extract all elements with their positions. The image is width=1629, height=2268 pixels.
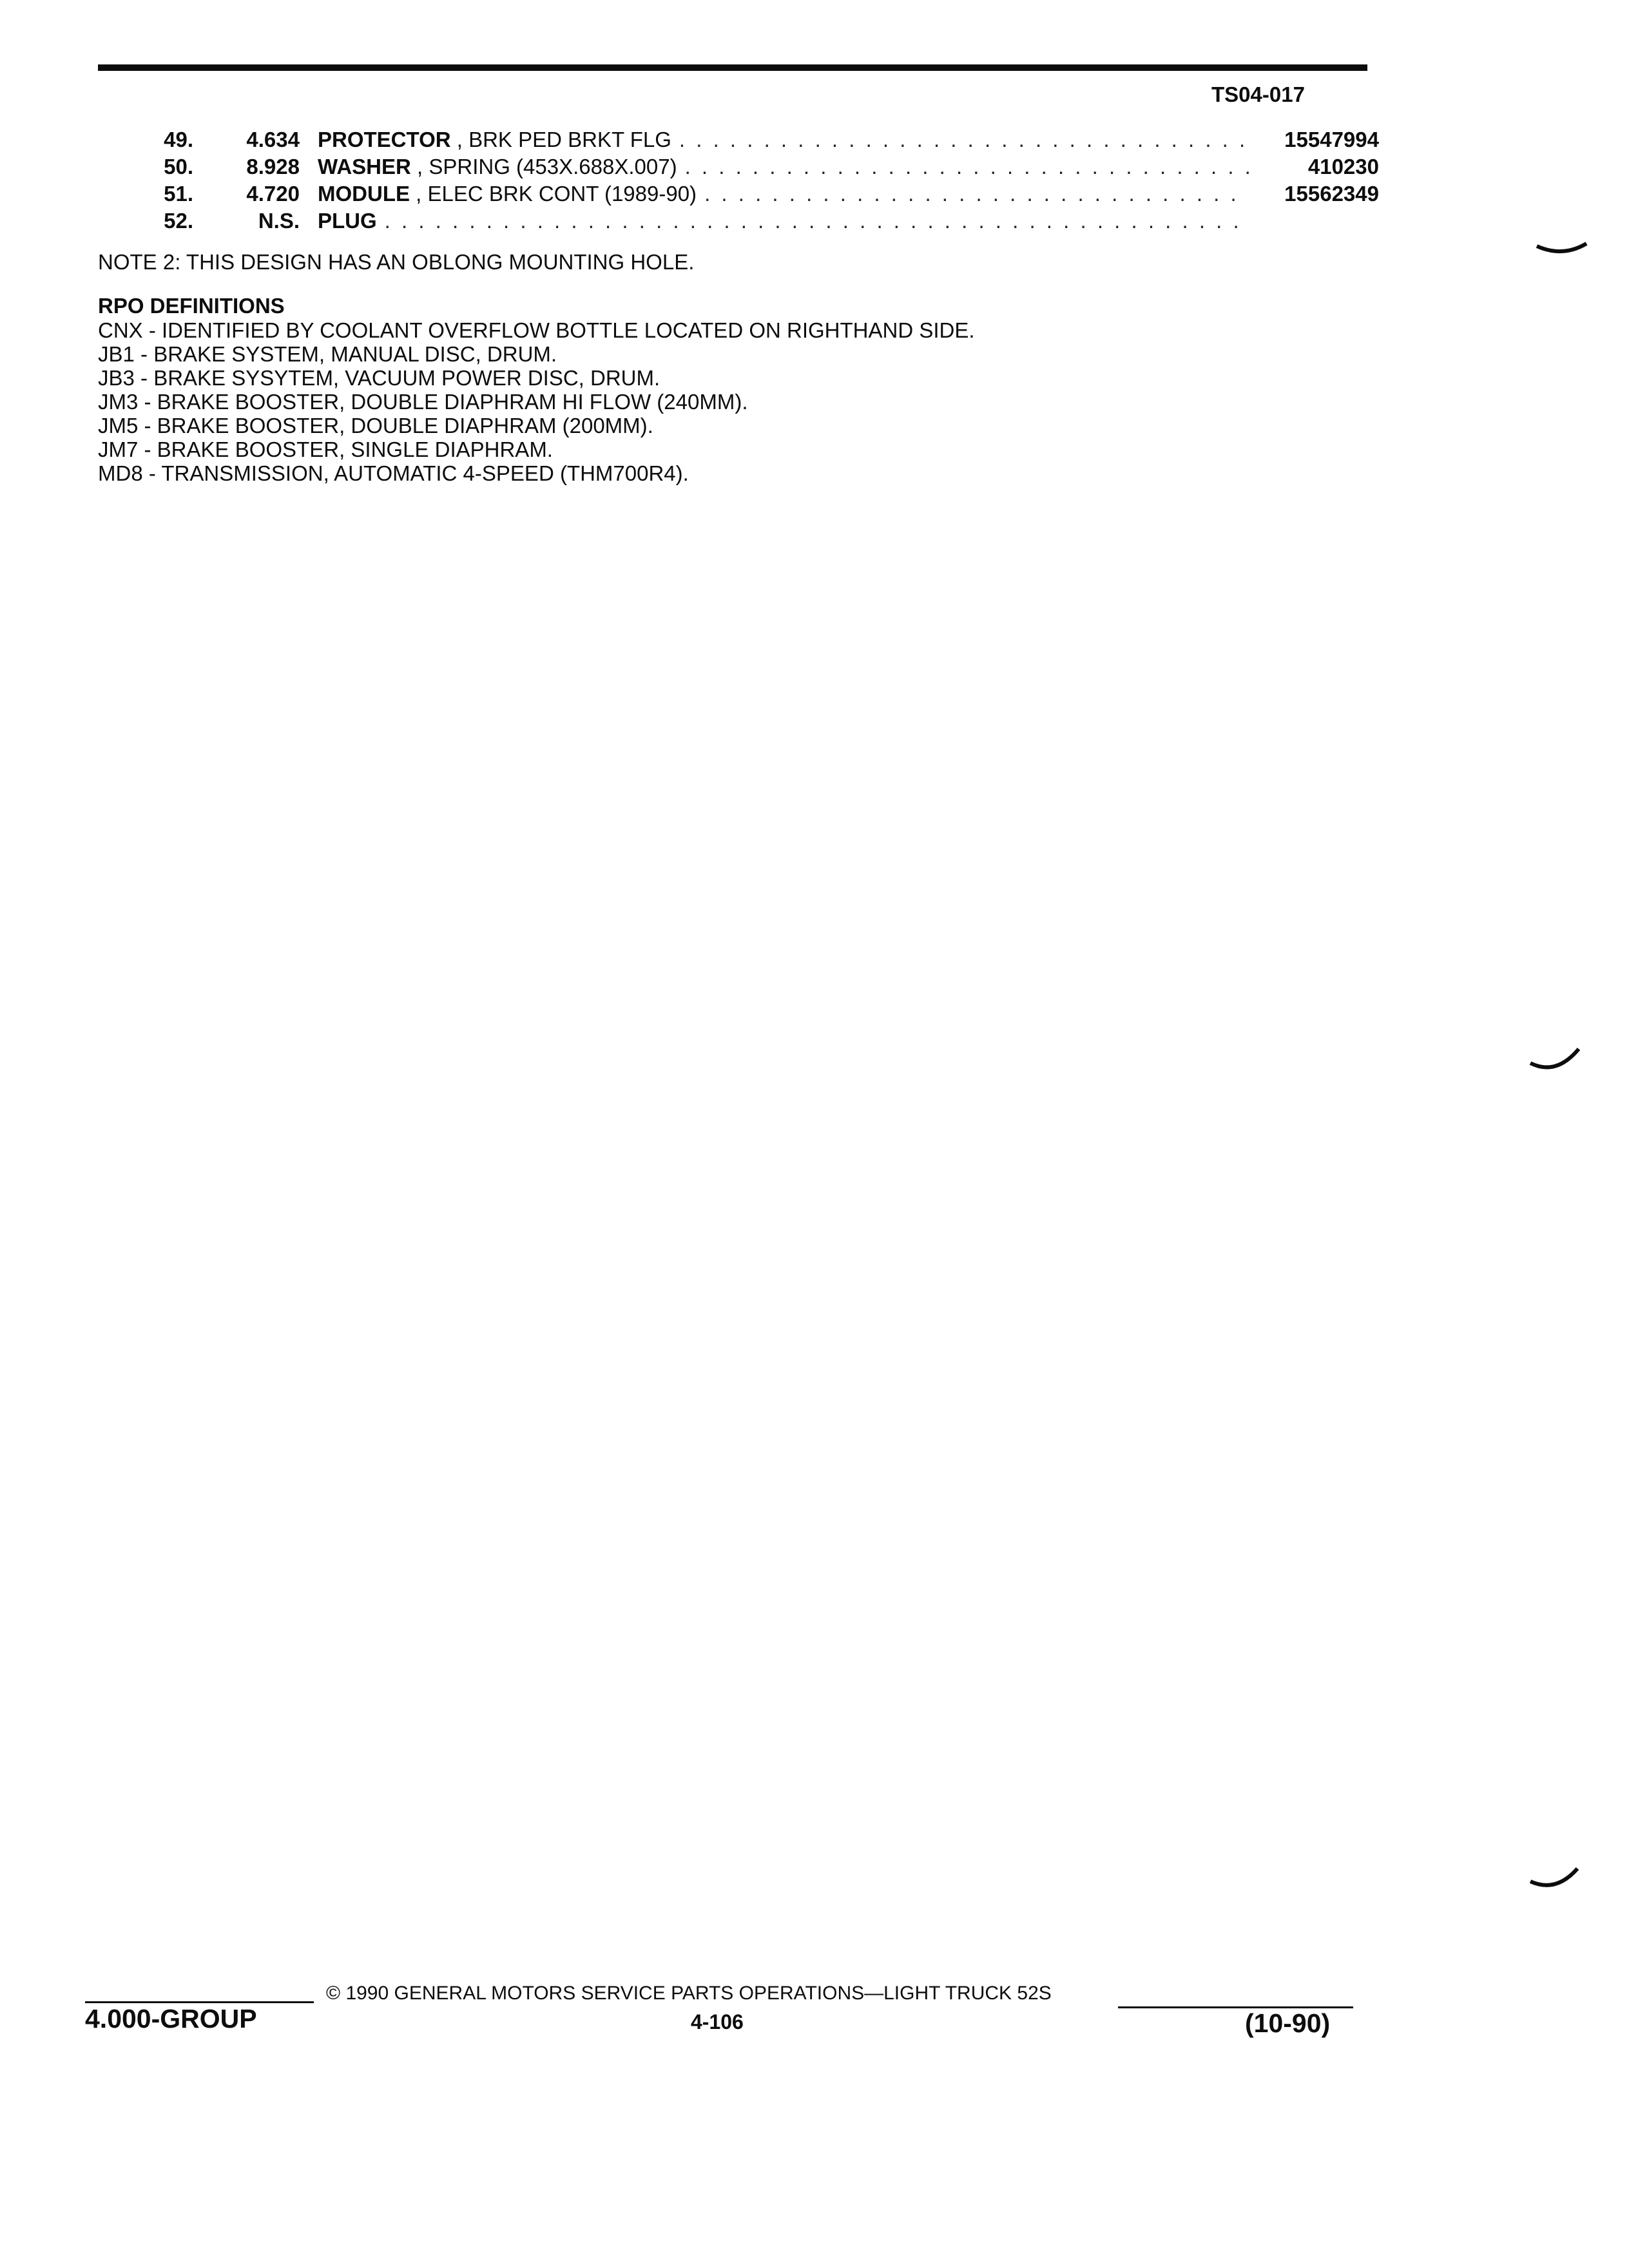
- dot-leader: [385, 209, 1249, 233]
- item-number: 49.: [164, 128, 193, 151]
- part-description: [318, 182, 697, 206]
- rpo-item: JB3 - BRAKE SYSYTEM, VACUUM POWER DISC, DRUM.: [98, 366, 660, 390]
- parts-list-row: [142, 155, 1379, 182]
- rpo-item: JM7 - BRAKE BOOSTER, SINGLE DIAPHRAM.: [98, 437, 553, 461]
- part-number: 15547994: [1284, 128, 1379, 151]
- top-rule: [98, 64, 1367, 71]
- rpo-item: JM5 - BRAKE BOOSTER, DOUBLE DIAPHRAM (200MM).: [98, 414, 653, 437]
- document-code: TS04-017: [1211, 82, 1305, 106]
- part-description: [318, 155, 677, 179]
- revision-date: (10-90): [1245, 2008, 1331, 2038]
- rpo-item: MD8 - TRANSMISSION, AUTOMATIC 4-SPEED (THM700R4).: [98, 461, 689, 485]
- part-name: MODULE: [318, 182, 410, 206]
- parts-list-row: [142, 182, 1379, 209]
- group-label: 4.000-GROUP: [85, 2004, 257, 2033]
- item-number: 50.: [164, 155, 193, 178]
- parts-list-row: [142, 128, 1379, 155]
- part-detail: , BRK PED BRKT FLG: [450, 128, 671, 151]
- rpo-definitions: [98, 294, 975, 485]
- group-number: 4.720: [246, 182, 300, 206]
- group-number: N.S.: [258, 209, 300, 233]
- item-number: 52.: [164, 209, 193, 233]
- part-number: 410230: [1307, 155, 1379, 178]
- page-number: 4-106: [691, 2010, 744, 2033]
- footer-rule-left: [85, 2001, 314, 2003]
- rpo-item: JB1 - BRAKE SYSTEM, MANUAL DISC, DRUM.: [98, 342, 557, 366]
- part-name: PLUG: [318, 209, 377, 233]
- part-number: 15562349: [1284, 182, 1379, 206]
- rpo-heading: RPO DEFINITIONS: [98, 294, 285, 318]
- group-number: 4.634: [246, 128, 300, 151]
- part-name: WASHER: [318, 155, 411, 178]
- punch-hole-mark: [1534, 232, 1592, 264]
- item-number: 51.: [164, 182, 193, 206]
- parts-list: [142, 128, 1379, 236]
- dot-leader: [685, 155, 1249, 179]
- rpo-item: JM3 - BRAKE BOOSTER, DOUBLE DIAPHRAM HI FLOW (240MM).: [98, 390, 748, 414]
- part-detail: , SPRING (453X.688X.007): [410, 155, 677, 178]
- dot-leader: [704, 182, 1249, 206]
- part-description: [318, 209, 377, 233]
- part-description: [318, 128, 671, 152]
- punch-hole-mark: [1527, 1856, 1585, 1901]
- punch-hole-mark: [1527, 1037, 1585, 1082]
- group-number: 8.928: [246, 155, 300, 178]
- rpo-item: CNX - IDENTIFIED BY COOLANT OVERFLOW BOTTLE LOCATED ON RIGHTHAND SIDE.: [98, 318, 975, 342]
- dot-leader: [679, 128, 1249, 152]
- part-name: PROTECTOR: [318, 128, 451, 151]
- note-text: NOTE 2: THIS DESIGN HAS AN OBLONG MOUNTING HOLE.: [98, 250, 695, 274]
- parts-list-row: [142, 209, 1379, 236]
- part-detail: , ELEC BRK CONT (1989-90): [410, 182, 697, 206]
- copyright-text: © 1990 GENERAL MOTORS SERVICE PARTS OPERATIONS—LIGHT TRUCK 52S: [326, 1983, 1052, 2004]
